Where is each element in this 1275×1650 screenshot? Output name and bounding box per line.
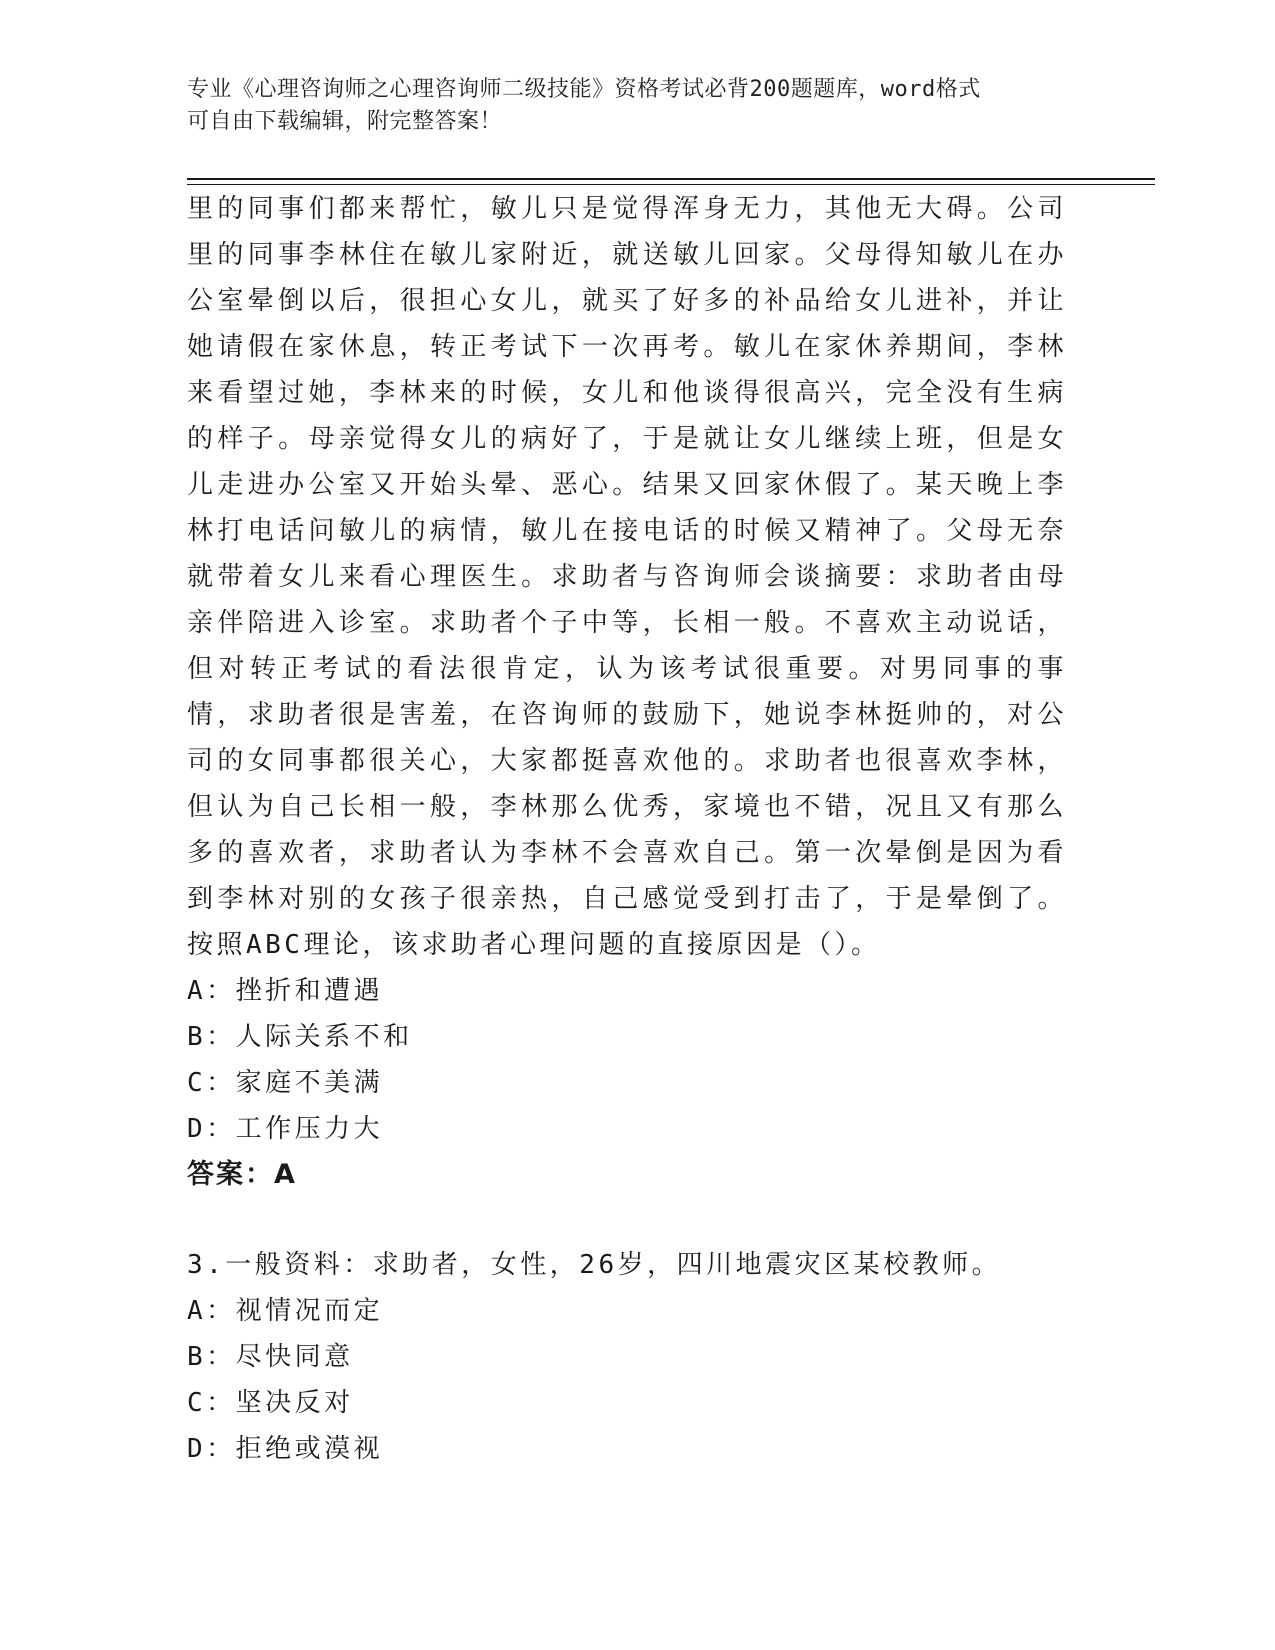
- question-3-option-b: B：尽快同意: [187, 1342, 354, 1372]
- header-divider-thick: [187, 178, 1155, 180]
- question-3-option-a: A：视情况而定: [187, 1296, 384, 1326]
- header-title-line-2: 可自由下载编辑，附完整答案！: [187, 109, 503, 134]
- question-3-stem: 3.一般资料：求助者，女性，26岁，四川地震灾区某校教师。: [187, 1250, 1002, 1280]
- header-title-line-1: 专业《心理咨询师之心理咨询师二级技能》资格考试必背200题题库，word格式: [187, 77, 981, 102]
- question-2-option-d: D：工作压力大: [187, 1114, 384, 1144]
- question-2-option-c: C：家庭不美满: [187, 1068, 384, 1098]
- header-divider-thin: [187, 184, 1155, 185]
- question-2-passage: 里的同事们都来帮忙，敏儿只是觉得浑身无力，其他无大碍。公司里的同事李林住在敏儿家附近，就送敏儿回家。父母得知敏儿在办公室晕倒以后，很担心女儿，就买了好多的补品给女儿进补，并让她请假在家休息，转正考试下一次再考。敏儿在家休养期间，李林来看望过她，李林来的时候，女儿和他谈得很高兴，完全没有生病的样子。母亲觉得女儿的病好了，于是就让女儿继续上班，但是女儿走进办公室又开始头晕、恶心。结果又回家休假了。某天晚上李林打电话问敏儿的病情，敏儿在接电话的时候又精神了。父母无奈就带着女儿来看心理医生。求助者与咨询师会谈摘要：求助者由母亲伴陪进入诊室。求助者个子中等，长相一般。不喜欢主动说话，但对转正考试的看法很肯定，认为该考试很重要。对男同事的事情，求助者很是害羞，在咨询师的鼓励下，她说李林挺帅的，对公司的女同事都很关心，大家都挺喜欢他的。求助者也很喜欢李林，但认为自己长相一般，李林那么优秀，家境也不错，况且又有那么多的喜欢者，求助者认为李林不会喜欢自己。第一次晕倒是因为看到李林对别的女孩子很亲热，自己感觉受到打击了，于是晕倒了。按照ABC理论，该求助者心理问题的直接原因是（）。: [187, 194, 1067, 960]
- document-body: [187, 186, 1067, 1472]
- page-header: [187, 74, 1067, 138]
- question-2-option-a: A：挫折和遭遇: [187, 976, 384, 1006]
- spacer: [187, 1198, 1067, 1242]
- question-3-option-d: D：拒绝或漠视: [187, 1434, 384, 1464]
- question-2-option-b: B：人际关系不和: [187, 1022, 413, 1052]
- question-2-answer: 答案：A: [187, 1159, 297, 1190]
- question-3-option-c: C：坚决反对: [187, 1388, 354, 1418]
